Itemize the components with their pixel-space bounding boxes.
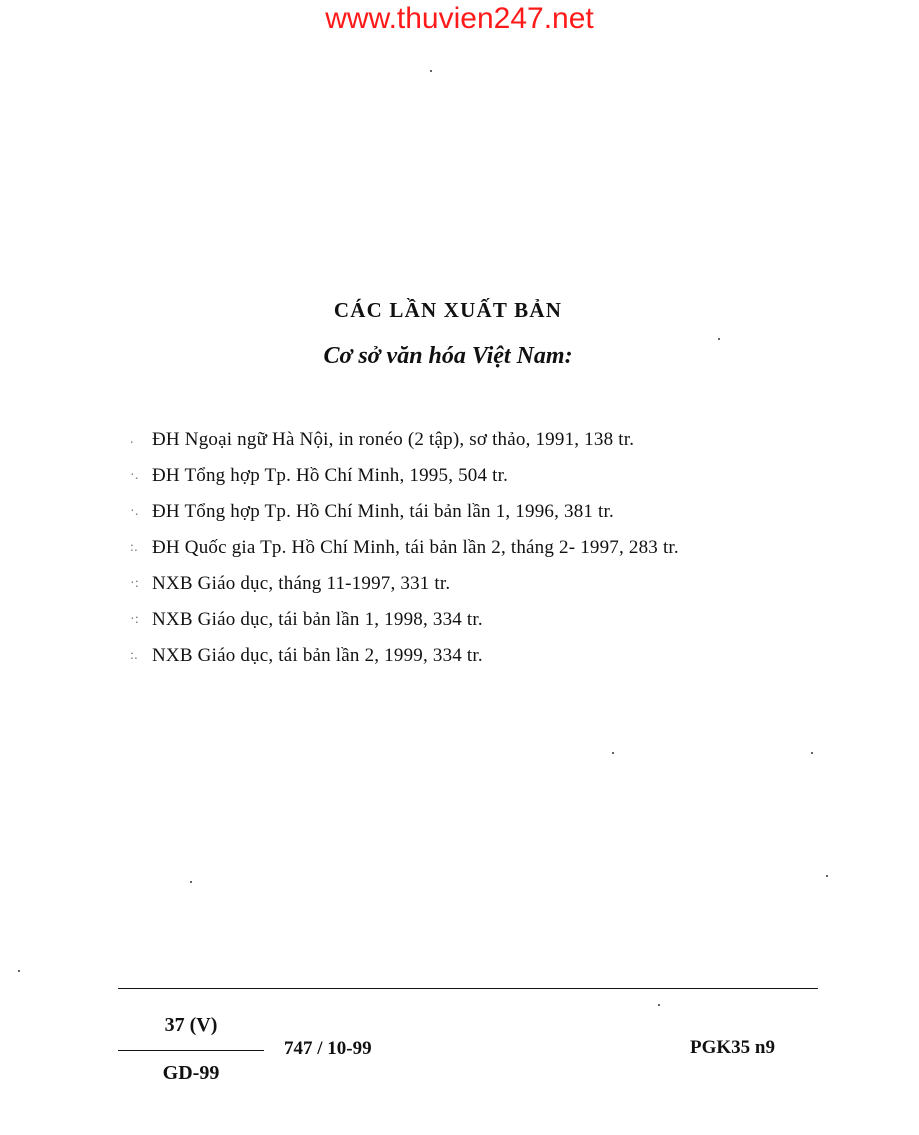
edition-text: ĐH Tổng hợp Tp. Hồ Chí Minh, tái bản lần 1, 1996, 381 tr. [152, 501, 614, 522]
print-number: 747 / 10-99 [284, 1038, 372, 1059]
list-marker: :. [130, 648, 138, 663]
print-code: PGK35 n9 [690, 1037, 775, 1058]
book-title: Cơ sở văn hóa Việt Nam: [323, 343, 573, 369]
list-marker: ·. [130, 468, 139, 483]
edition-text: ĐH Quốc gia Tp. Hồ Chí Minh, tái bản lần 2, tháng 2- 1997, 283 tr. [152, 537, 679, 558]
list-item [130, 500, 770, 524]
scan-speck [811, 752, 813, 754]
code-fraction-line [118, 1050, 264, 1051]
edition-text: NXB Giáo dục, tháng 11-1997, 331 tr. [152, 573, 451, 594]
list-marker: ·: [130, 612, 139, 627]
scan-speck [826, 875, 828, 877]
list-item [130, 536, 770, 560]
scan-speck [718, 338, 720, 340]
list-item [130, 464, 770, 488]
watermark: www.thuvien247.net [325, 2, 594, 35]
scan-speck [190, 881, 192, 883]
edition-text: NXB Giáo dục, tái bản lần 2, 1999, 334 tr. [152, 645, 483, 666]
edition-text: NXB Giáo dục, tái bản lần 1, 1998, 334 tr. [152, 609, 483, 630]
publisher-code: GD-99 [162, 1062, 220, 1084]
classification-code: 37 (V) [164, 1014, 218, 1036]
edition-list [130, 428, 770, 680]
scan-speck [18, 970, 20, 972]
list-item [130, 644, 770, 668]
list-item [130, 572, 770, 596]
list-marker: . [130, 432, 134, 447]
footer-divider [118, 988, 818, 989]
list-marker: ·: [130, 576, 139, 591]
scan-speck [430, 70, 432, 72]
list-item [130, 428, 770, 452]
edition-text: ĐH Tổng hợp Tp. Hồ Chí Minh, 1995, 504 tr. [152, 465, 509, 486]
page-title: CÁC LẦN XUẤT BẢN [333, 298, 563, 322]
edition-text: ĐH Ngoại ngữ Hà Nội, in ronéo (2 tập), sơ thảo, 1991, 138 tr. [152, 429, 635, 450]
list-item [130, 608, 770, 632]
list-marker: :. [130, 540, 138, 555]
scan-speck [612, 752, 614, 754]
list-marker: ·. [130, 504, 139, 519]
scan-speck [658, 1004, 660, 1006]
